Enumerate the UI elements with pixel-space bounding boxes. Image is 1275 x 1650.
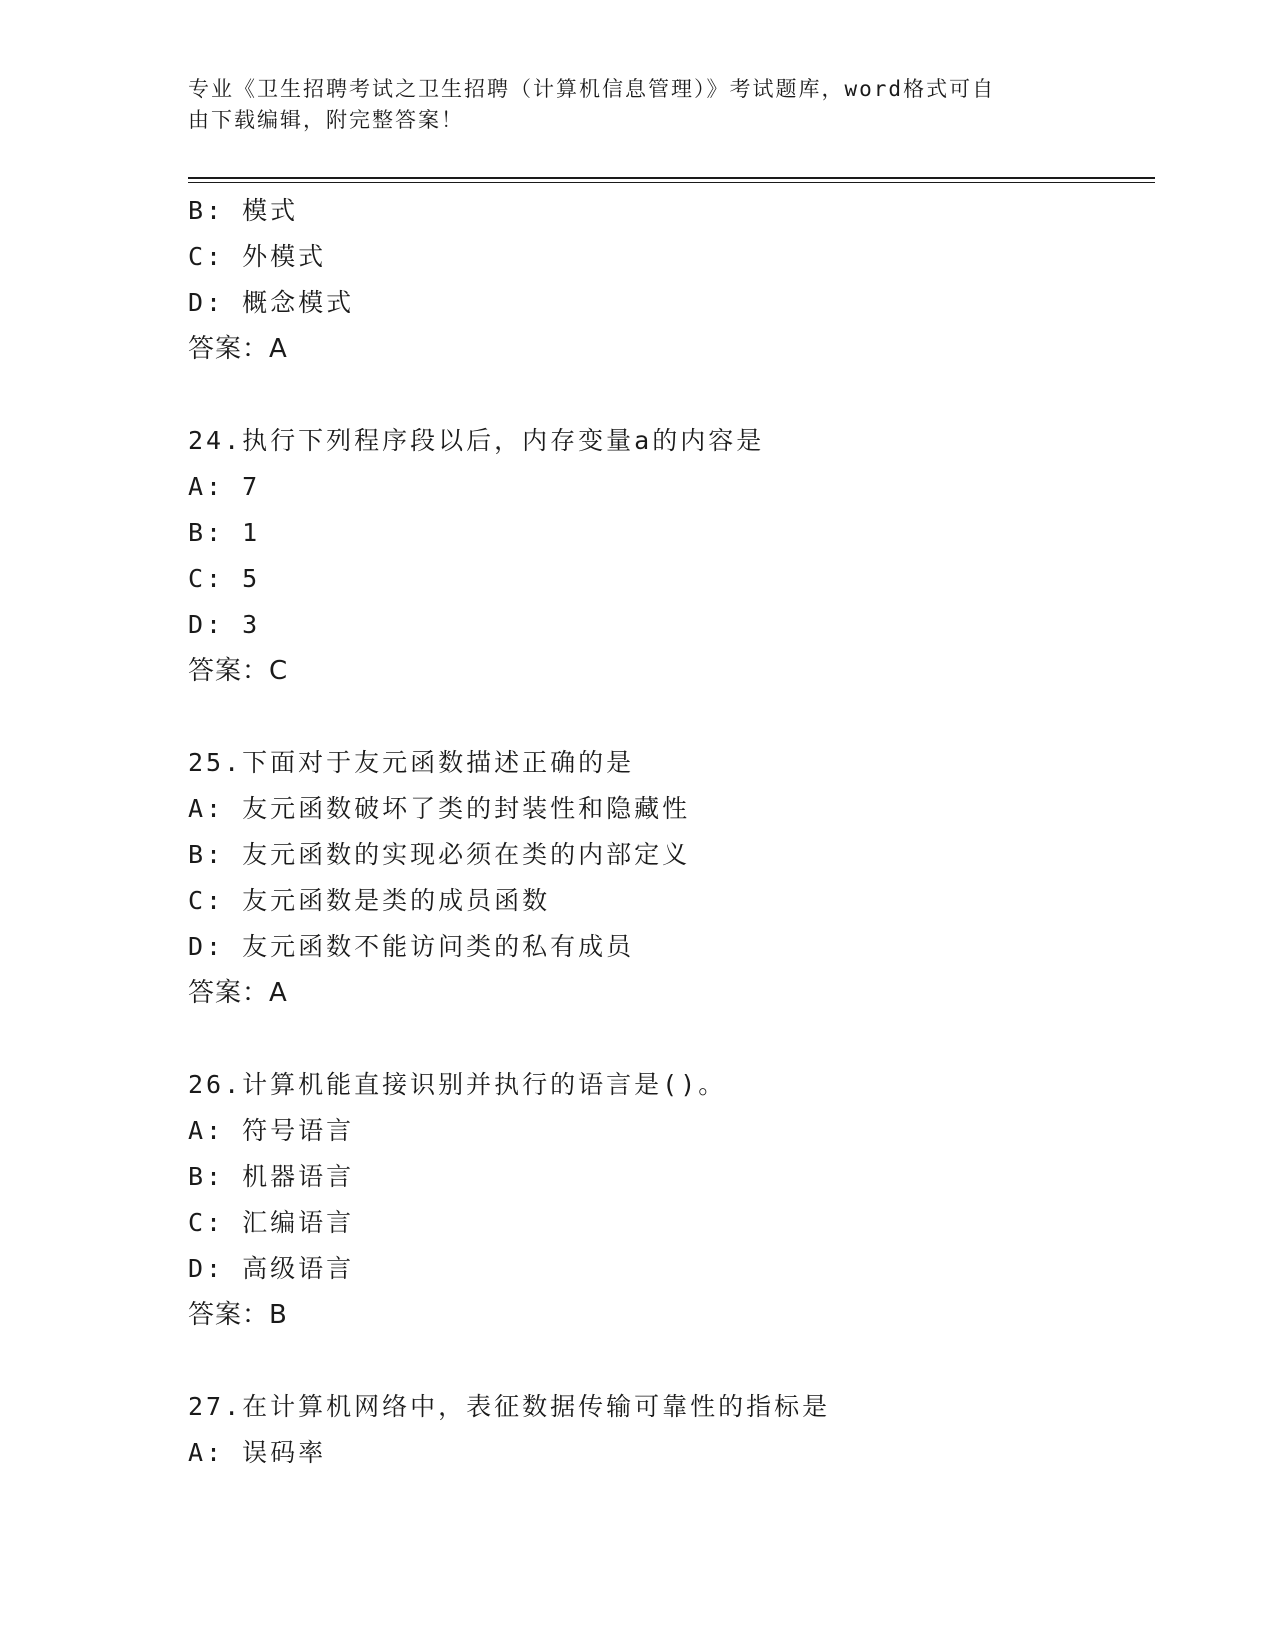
option-c: C: 汇编语言 <box>188 1208 355 1237</box>
question-stem: 27.在计算机网络中，表征数据传输可靠性的指标是 <box>188 1392 831 1421</box>
option-b: B: 机器语言 <box>188 1162 355 1191</box>
answer-line: 答案：B <box>188 1300 288 1330</box>
question-27 <box>188 1384 1148 1476</box>
question-26 <box>188 1062 1148 1338</box>
option-a: A: 符号语言 <box>188 1116 355 1145</box>
option-c: C: 外模式 <box>188 242 327 271</box>
option-d: D: 高级语言 <box>188 1254 355 1283</box>
option-d: D: 友元函数不能访问类的私有成员 <box>188 932 635 961</box>
question-stem: 25.下面对于友元函数描述正确的是 <box>188 748 635 777</box>
question-24 <box>188 418 1148 694</box>
option-b: B: 友元函数的实现必须在类的内部定义 <box>188 840 691 869</box>
option-c: C: 5 <box>188 564 261 593</box>
option-a: A: 7 <box>188 472 261 501</box>
option-c: C: 友元函数是类的成员函数 <box>188 886 551 915</box>
question-23-partial <box>188 188 1148 372</box>
document-header <box>188 74 1088 136</box>
option-b: B: 1 <box>188 518 261 547</box>
header-divider-thick <box>188 177 1155 179</box>
answer-line: 答案：A <box>188 334 288 364</box>
answer-line: 答案：C <box>188 656 289 686</box>
option-b: B: 模式 <box>188 196 299 225</box>
answer-line: 答案：A <box>188 978 288 1008</box>
header-line-2: 由下载编辑，附完整答案！ <box>188 108 464 132</box>
option-d: D: 3 <box>188 610 261 639</box>
option-a: A: 友元函数破坏了类的封装性和隐藏性 <box>188 794 691 823</box>
question-25 <box>188 740 1148 1016</box>
question-stem: 26.计算机能直接识别并执行的语言是()。 <box>188 1070 727 1099</box>
question-list <box>188 188 1148 1476</box>
option-d: D: 概念模式 <box>188 288 355 317</box>
option-a: A: 误码率 <box>188 1438 327 1467</box>
header-divider-thin <box>188 182 1155 183</box>
question-stem: 24.执行下列程序段以后，内存变量a的内容是 <box>188 426 765 455</box>
header-line-1: 专业《卫生招聘考试之卫生招聘（计算机信息管理）》考试题库，word格式可自 <box>188 77 996 101</box>
